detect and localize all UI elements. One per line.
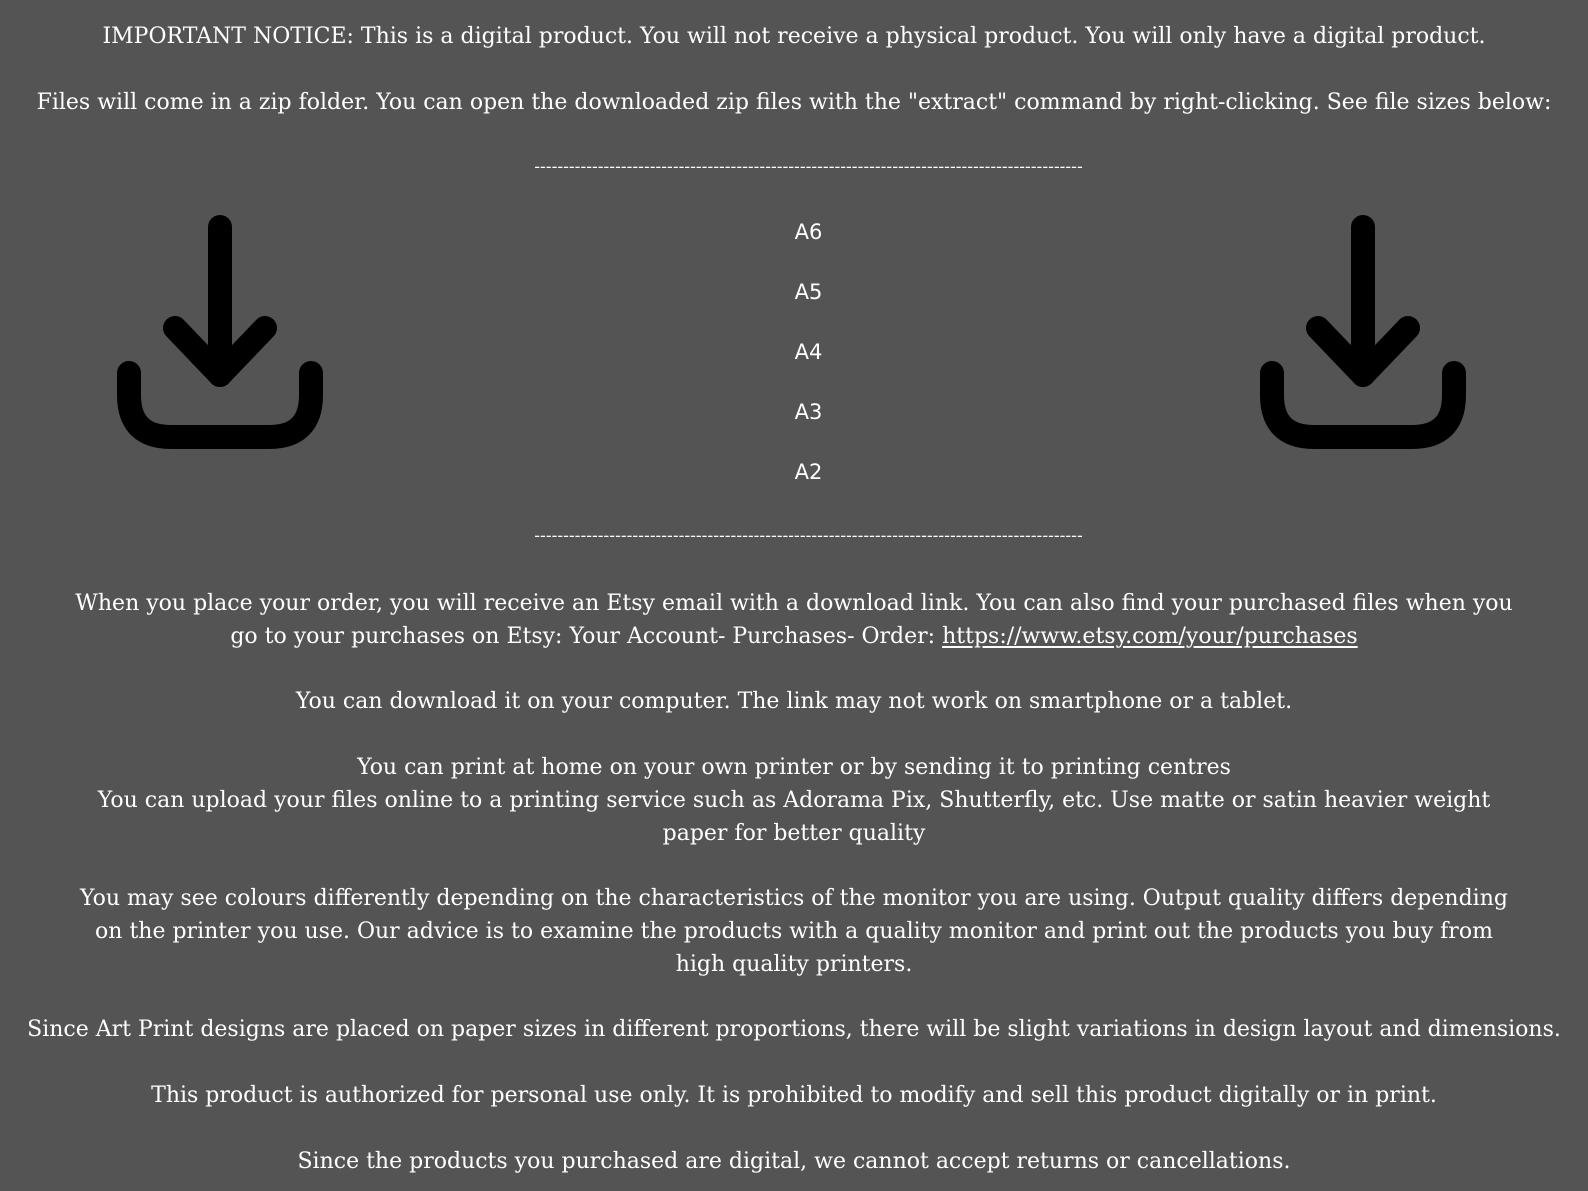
print-home-note: You can print at home on your own printer or by sending it to printing centres: [357, 755, 1231, 780]
size-a4: A4: [794, 340, 823, 364]
size-a3: A3: [794, 400, 823, 424]
proportions-note: Since Art Print designs are placed on paper sizes in different proportions, there will be slight variations in design layout and dimensions.: [27, 1017, 1561, 1042]
size-a5: A5: [794, 280, 823, 304]
size-a6: A6: [794, 220, 823, 244]
colours-note: You may see colours differently depending on the characteristics of the monitor you are using. Output quality differs depending on the printer you use. Our advice is to examine the products with a quality monitor and print out the products you buy from high quality printers.: [80, 886, 1508, 977]
purchases-link[interactable]: https://www.etsy.com/your/purchases: [942, 624, 1358, 649]
divider-bottom: -----------------------------------------------------------------------------------------------: [534, 526, 1083, 545]
download-note: You can download it on your computer. The link may not work on smartphone or a tablet.: [295, 689, 1293, 714]
order-info: [70, 587, 1518, 653]
returns-note: Since the products you purchased are digital, we cannot accept returns or cancellations.: [297, 1149, 1291, 1174]
print-online-note: You can upload your files online to a printing service such as Adorama Pix, Shutterfly, etc. Use matte or satin heavier weight paper for better quality: [97, 788, 1491, 846]
personal-use-note: This product is authorized for personal use only. It is prohibited to modify and sell this product digitally or in print.: [151, 1083, 1437, 1108]
size-a2: A2: [794, 460, 823, 484]
divider-top: -----------------------------------------------------------------------------------------------: [534, 157, 1083, 176]
order-text: When you place your order, you will receive an Etsy email with a download link. You can also find your purchased files when you go to your purchases on Etsy: Your Account- Purchases- Order:: [75, 591, 1513, 649]
zip-instructions: Files will come in a zip folder. You can open the downloaded zip files with the "extract" command by right-clicking. See file sizes below:: [36, 90, 1552, 115]
important-notice: IMPORTANT NOTICE: This is a digital product. You will not receive a physical product. You will only have a digital product.: [102, 24, 1486, 49]
